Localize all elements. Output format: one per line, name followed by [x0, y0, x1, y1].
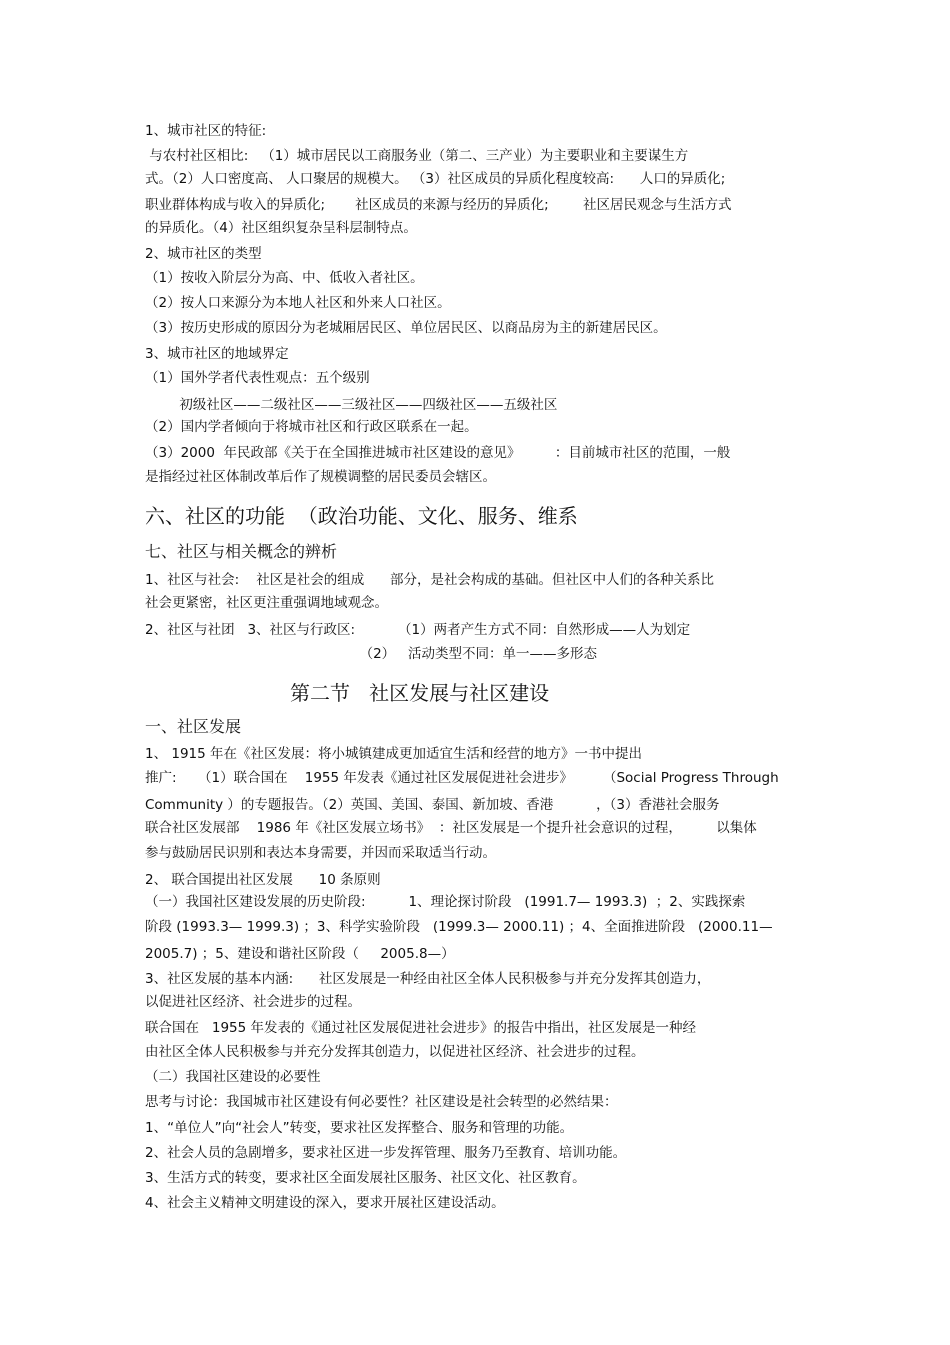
- section-heading: 2、 联合国提出社区发展 10 条原则: [145, 872, 381, 888]
- text-line: 3、生活方式的转变，要求社区全面发展社区服务、社区文化、社区教育。: [145, 1170, 586, 1186]
- section-title: 第二节 社区发展与社区建设: [290, 681, 550, 705]
- text-line: 阶段 (1993.3— 1999.3) ；3、科学实验阶段 (1999.3— 2000.11) ；4、全面推进阶段 (2000.11—: [145, 919, 773, 935]
- text-line: （1）按收入阶层分为高、中、低收入者社区。: [145, 270, 424, 286]
- text-line: （3）2000 年民政部《关于在全国推进城市社区建设的意见》 ：目前城市社区的范围，一般: [145, 445, 731, 461]
- section-heading: （二）我国社区建设的必要性: [145, 1069, 321, 1085]
- text-line: 初级社区——二级社区——三级社区——四级社区——五级社区: [145, 397, 558, 413]
- text-line: 2、社会人员的急剧增多，要求社区进一步发挥管理、服务乃至教育、培训功能。: [145, 1145, 627, 1161]
- section-heading: 2、城市社区的类型: [145, 246, 262, 262]
- text-line: 联合国在 1955 年发表的《通过社区发展促进社会进步》的报告中指出，社区发展是一种经: [145, 1020, 697, 1036]
- text-line: 联合社区发展部 1986 年《社区发展立场书》 ：社区发展是一个提升社会意识的过程， 以集体: [145, 820, 757, 836]
- text-line: （1）国外学者代表性观点：五个级别: [145, 370, 370, 386]
- text-line: 职业群体构成与收入的异质化; 社区成员的来源与经历的异质化; 社区居民观念与生活方式: [145, 197, 732, 213]
- text-line: 4、社会主义精神文明建设的深入，要求开展社区建设活动。: [145, 1195, 505, 1211]
- chapter-heading: 七、社区与相关概念的辨析: [145, 542, 338, 561]
- text-line: 3、社区发展的基本内涵: 社区发展是一种经由社区全体人民积极参与并充分发挥其创造力，: [145, 971, 711, 987]
- text-line: 2005.7) ；5、建设和谐社区阶段（ 2005.8—）: [145, 946, 455, 962]
- text-line: 1、城市社区的特征:: [145, 123, 267, 139]
- text-line: （3）按历史形成的原因分为老城厢居民区、单位居民区、以商品房为主的新建居民区。: [145, 320, 667, 336]
- text-line: 社会更紧密，社区更注重强调地域观念。: [145, 595, 388, 611]
- text-line: 与农村社区相比: （1）城市居民以工商服务业（第二、三产业）为主要职业和主要谋生方: [145, 148, 689, 164]
- chapter-heading: 六、社区的功能 （政治功能、文化、服务、维系: [145, 504, 578, 528]
- text-line: Community ）的专题报告。（2）英国、美国、泰国、新加坡、香港 ，（3）香港社会服务: [145, 797, 720, 813]
- text-line: （2）国内学者倾向于将城市社区和行政区联系在一起。: [145, 419, 478, 435]
- text-line: 1、社区与社会: 社区是社会的组成 部分，是社会构成的基础。但社区中人们的各种关系比: [145, 572, 715, 588]
- chapter-heading: 一、社区发展: [145, 717, 242, 736]
- text-line: （一）我国社区建设发展的历史阶段: 1、理论探讨阶段 (1991.7— 1993.3) ；2、实践探索: [145, 894, 746, 910]
- text-line: （2）按人口来源分为本地人社区和外来人口社区。: [145, 295, 451, 311]
- text-line: 式。（2）人口密度高、 人口聚居的规模大。 （3）社区成员的异质化程度较高: 人口的异质化;: [145, 171, 726, 187]
- text-line: 1、 1915 年在《社区发展：将小城镇建成更加适宜生活和经营的地方》一书中提出: [145, 746, 643, 762]
- text-line: 以促进社区经济、社会进步的过程。: [145, 994, 361, 1010]
- text-line: 推广: （1）联合国在 1955 年发表《通过社区发展促进社会进步》 （Social Progress Through: [145, 770, 779, 786]
- text-line: 的异质化。（4）社区组织复杂呈科层制特点。: [145, 220, 417, 236]
- text-line: 是指经过社区体制改革后作了规模调整的居民委员会辖区。: [145, 469, 496, 485]
- section-heading: 3、城市社区的地域界定: [145, 346, 289, 362]
- text-line: 参与鼓励居民识别和表达本身需要，并因而采取适当行动。: [145, 845, 496, 861]
- text-line: （2） 活动类型不同：单一——多形态: [145, 646, 598, 662]
- text-line: 由社区全体人民积极参与并充分发挥其创造力，以促进社区经济、社会进步的过程。: [145, 1044, 645, 1060]
- text-line: 1、“单位人”向“社会人”转变，要求社区发挥整合、服务和管理的功能。: [145, 1120, 574, 1136]
- text-line: 2、社区与社团 3、社区与行政区: （1）两者产生方式不同：自然形成——人为划定: [145, 622, 691, 638]
- text-line: 思考与讨论：我国城市社区建设有何必要性？社区建设是社会转型的必然结果：: [145, 1094, 618, 1110]
